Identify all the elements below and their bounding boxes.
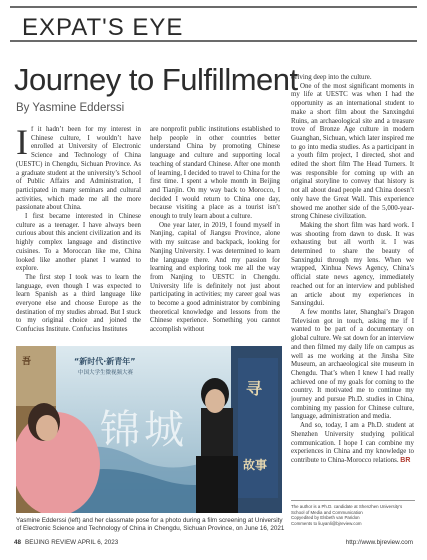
photo-caption: Yasmine Edderssi (left) and her classmate pose for a photo during a film screening at University of Electronic Science and Technology of China in Chengdu, Sichuan Province, on June 16, 2021 — [16, 517, 285, 532]
paragraph: Making the short film was hard work. I was shooting from dawn to dusk. It was exhausting but all worth it. I was determined to share the beauty of Sanxingdui through my lens. When we wrapped, Xinhua News Agency, China’s official state news agency, immediately reached out for an interview and published an article about my experiences in Sanxingdui. — [291, 221, 414, 308]
end-mark: BR — [400, 456, 411, 464]
column-2 — [150, 126, 280, 344]
paragraph: One of the most significant moments in my life at UESTC was when I had the opportunity as an international student to make a short film about the Sanxingdui Ruins, an archaeological site and a treasure trove of Bronze Age culture in modern Guanghan, Sichuan, which later inspired me to go into media studies. As a participant in a youth film project, I directed, shot and edited the short film The Head Turners. It was responsible for coming up with an original storyline to convey that history is not all about dead people and China doesn’t only have the Great Wall. This experience showed me another side of the 5,000-year-strong Chinese civilization. — [291, 82, 414, 221]
column-3 — [291, 74, 414, 492]
column-1 — [16, 126, 141, 344]
photo-right-sign-2: 故事 — [243, 458, 268, 472]
paragraph: A few months later, Shanghai’s Dragon Television got in touch, asking me if I wanted to be part of a documentary on global culture. We sat down for an interview and then filmed my daily life on campus as well as me working at the Jinsha Site Museum, an archaeological site museum in Chengdu. That’s when I knew I had really achieved one of my goals for coming to the country. It motivated me to continue my journey and pursue Ph.D. studies in China, combining my passion for Chinese culture, language, administration and media. — [291, 308, 414, 421]
author-note — [291, 500, 415, 526]
note-line: The author is a Ph.D. candidate at Shenzhen University’s — [291, 504, 403, 509]
paragraph: The first step I took was to learn the language, even though I was expected to learn Spanish as a third language like everyone else and choose Europe as the destination of my studies abroad. But I stuck to my original choice and joined the Confucius Institute. Confucius Institutes — [16, 273, 141, 334]
paragraph: If it hadn’t been for my interest in Chinese culture, I wouldn’t have enrolled at University of Electronic Science and Technology of China (UESTC) in Chengdu, Sichuan Province. As a graduate student at the university’s School of Public Affairs and Administration, I participated in many seminars and cultural activities, which made me all the more passionate about China. — [16, 126, 141, 212]
photo-sign-title: “新时代·新青年” — [74, 357, 136, 366]
note-line: Copyedited by Elsbeth van Paridon — [291, 515, 360, 521]
article-photo — [16, 346, 282, 513]
top-rule — [10, 6, 417, 8]
paragraph: are nonprofit public institutions established to help people in other countries better understand China by promoting Chinese language and culture and supporting local teaching of standard Chinese. After one month of learning, I decided to travel to China for the first time. I spent a whole month in Beijing and Tianjin. On my way back to Morocco, I decided I would return to China one day, because visiting a place as a tourist isn’t enough to truly learn about a culture. — [150, 126, 280, 221]
paragraph: delving deep into the culture. — [291, 74, 372, 81]
photo-sign-subtitle: 中国大学生微视频大赛 — [78, 370, 134, 376]
paragraph: And so, today, I am a Ph.D. student at Shenzhen University studying political communication. I hope I can combine my experiences in China and my knowledge to contribute to China-Morocco relations. BR — [291, 422, 414, 464]
issue-line: BEIJING REVIEW APRIL 6, 2023 — [25, 539, 119, 546]
page-footer — [10, 536, 417, 550]
photo-left-edge-text: 吾 — [22, 357, 32, 367]
note-line: School of Media and Communication — [291, 509, 363, 515]
note-line: Comments to liuyanli@bjreview.com — [291, 520, 362, 526]
photo-big-characters: 锦城 — [100, 407, 188, 453]
footer-url[interactable]: http://www.bjreview.com — [345, 539, 413, 546]
article-headline: Journey to Fulfillment — [14, 62, 298, 97]
section-header — [10, 6, 417, 42]
footer-left — [14, 539, 118, 546]
page-number: 48 — [14, 539, 22, 546]
byline: By Yasmine Edderssi — [16, 102, 125, 114]
drop-cap: I — [16, 126, 28, 162]
section-title: EXPAT'S EYE — [22, 14, 184, 41]
paragraph: One year later, in 2019, I found myself in Nanjing, capital of Jiangsu Province, alone with my suitcase and backpack, looking for Nanjing University. I was determined to learn the language there. And my passion for learning and exploring took me all the way from Nanjing to UESTC in Chengdu. University life is definitely not just about participating in activities; my career goal was to become a good administrator by combining theoretical knowledge and lessons from the Chinese experience. Something you cannot accomplish without — [150, 221, 280, 334]
paragraph: I first became interested in Chinese culture as a teenager. I have always been curious about this ancient civilization and its highly complex language and distinctive cuisines. To a Moroccan like me, China looked like another planet I wanted to explore. — [16, 213, 141, 273]
photo-right-sign: 寻 — [246, 379, 263, 398]
